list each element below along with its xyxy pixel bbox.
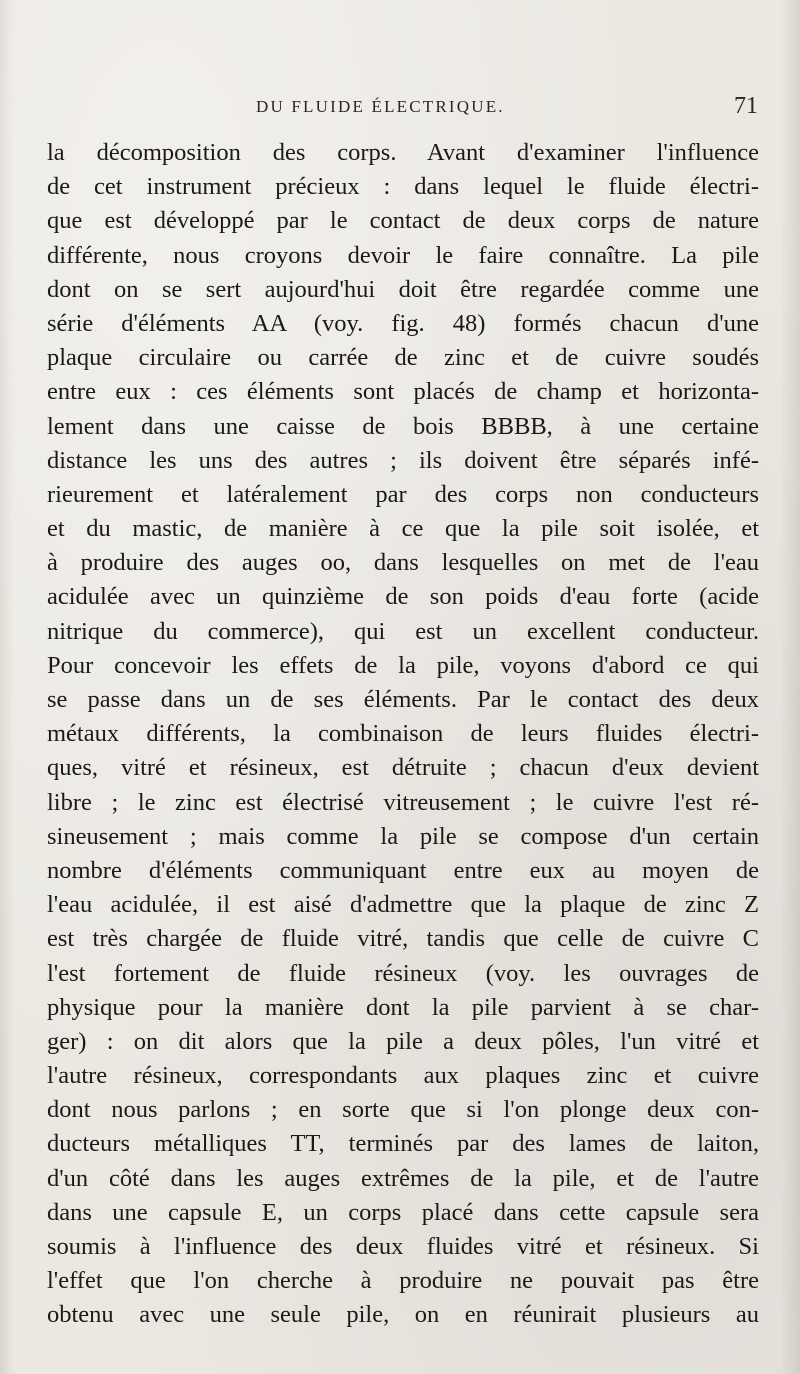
text-line: que est développé par le contact de deux corps de nature bbox=[47, 207, 759, 235]
text-line: la décomposition des corps. Avant d'examiner l'influence bbox=[47, 139, 759, 166]
text-line: série d'éléments AA (voy. fig. 48) formés chacun d'une bbox=[47, 309, 759, 337]
text-line: rieurement et latéralement par des corps non conducteurs bbox=[47, 480, 759, 508]
text-line: de cet instrument précieux : dans lequel le fluide électri- bbox=[47, 173, 759, 201]
running-head: DU FLUIDE ÉLECTRIQUE. bbox=[256, 97, 505, 116]
text-line: ger) : on dit alors que la pile a deux pôles, l'un vitré et bbox=[47, 1027, 759, 1055]
text-line: Pour concevoir les effets de la pile, voyons d'abord ce qui bbox=[47, 651, 759, 679]
text-line: ques, vitré et résineux, est détruite ; chacun d'eux devient bbox=[47, 754, 759, 782]
text-line: acidulée avec un quinzième de son poids d'eau forte (acide bbox=[47, 583, 759, 611]
body-text bbox=[47, 136, 759, 1333]
text-line: dont on se sert aujourd'hui doit être regardée comme une bbox=[47, 275, 759, 303]
text-line: libre ; le zinc est électrisé vitreusement ; le cuivre l'est ré- bbox=[47, 788, 759, 816]
text-line: nitrique du commerce), qui est un excellent conducteur. bbox=[47, 617, 759, 645]
page-number: 71 bbox=[734, 93, 758, 119]
text-line: entre eux : ces éléments sont placés de champ et horizonta- bbox=[47, 378, 759, 406]
text-line: à produire des auges oo, dans lesquelles on met de l'eau bbox=[47, 549, 759, 577]
page-header bbox=[48, 93, 758, 127]
text-line: plaque circulaire ou carrée de zinc et de cuivre soudés bbox=[47, 344, 759, 372]
text-line: se passe dans un de ses éléments. Par le contact des deux bbox=[47, 686, 759, 713]
text-line: l'autre résineux, correspondants aux plaques zinc et cuivre bbox=[47, 1062, 759, 1090]
text-line: obtenu avec une seule pile, on en réunirait plusieurs au bbox=[47, 1301, 759, 1329]
text-line: nombre d'éléments communiquant entre eux au moyen de bbox=[47, 856, 759, 884]
text-line: soumis à l'influence des deux fluides vitré et résineux. Si bbox=[47, 1233, 759, 1260]
text-line: ducteurs métalliques TT, terminés par des lames de laiton, bbox=[47, 1130, 759, 1158]
text-line: distance les uns des autres ; ils doivent être séparés infé- bbox=[47, 446, 759, 474]
text-line: est très chargée de fluide vitré, tandis que celle de cuivre C bbox=[47, 925, 759, 953]
text-line: l'effet que l'on cherche à produire ne pouvait pas être bbox=[47, 1267, 759, 1295]
text-line: physique pour la manière dont la pile parvient à se char- bbox=[47, 993, 759, 1021]
text-line: lement dans une caisse de bois BBBB, à une certaine bbox=[47, 412, 759, 440]
text-line: d'un côté dans les auges extrêmes de la pile, et de l'autre bbox=[47, 1164, 759, 1192]
text-line: dont nous parlons ; en sorte que si l'on plonge deux con- bbox=[47, 1096, 759, 1124]
text-line: sineusement ; mais comme la pile se compose d'un certain bbox=[47, 822, 759, 850]
text-line: métaux différents, la combinaison de leurs fluides électri- bbox=[47, 720, 759, 748]
text-line: différente, nous croyons devoir le faire connaître. La pile bbox=[47, 241, 759, 269]
text-line: et du mastic, de manière à ce que la pile soit isolée, et bbox=[47, 515, 759, 543]
text-line: dans une capsule E, un corps placé dans cette capsule sera bbox=[47, 1198, 759, 1226]
text-line: l'eau acidulée, il est aisé d'admettre que la plaque de zinc Z bbox=[47, 891, 759, 919]
text-line: l'est fortement de fluide résineux (voy. les ouvrages de bbox=[47, 959, 759, 987]
